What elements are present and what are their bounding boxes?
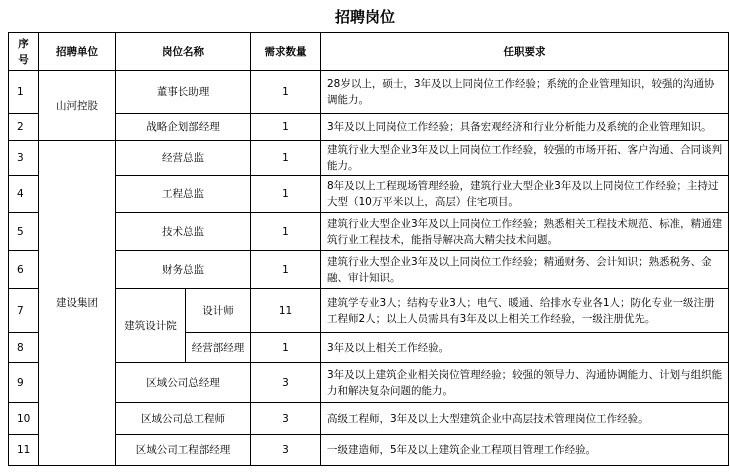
count: 1 <box>251 176 321 213</box>
count: 1 <box>251 213 321 251</box>
count: 1 <box>251 333 321 363</box>
recruitment-table <box>8 32 729 466</box>
requirements: 3年及以上建筑企业相关岗位管理经验；较强的领导力、沟通协调能力、计划与组织能力和解决复杂问题的能力。 <box>321 363 729 403</box>
position: 区域公司总经理 <box>116 363 251 403</box>
count: 3 <box>251 363 321 403</box>
table-row <box>9 251 729 289</box>
seq: 11 <box>9 435 39 466</box>
requirements: 28岁以上，硕士，3年及以上同岗位工作经验；系统的企业管理知识，较强的沟通协调能力。 <box>321 71 729 114</box>
position: 区域公司工程部经理 <box>116 435 251 466</box>
sub-unit: 建筑设计院 <box>116 289 186 363</box>
header-position: 岗位名称 <box>116 33 251 71</box>
position: 经营部经理 <box>186 333 251 363</box>
seq: 10 <box>9 403 39 435</box>
count: 1 <box>251 141 321 176</box>
table-row <box>9 176 729 213</box>
seq: 6 <box>9 251 39 289</box>
count: 3 <box>251 435 321 466</box>
table-row <box>9 289 729 333</box>
requirements: 建筑行业大型企业3年及以上同岗位工作经验，较强的市场开拓、客户沟通、合同谈判能力。 <box>321 141 729 176</box>
seq: 2 <box>9 114 39 141</box>
seq: 9 <box>9 363 39 403</box>
table-row <box>9 141 729 176</box>
table-row <box>9 213 729 251</box>
table-row <box>9 71 729 114</box>
requirements: 建筑行业大型企业3年及以上同岗位工作经验；精通财务、会计知识；熟悉税务、金融、审计知识。 <box>321 251 729 289</box>
count: 1 <box>251 251 321 289</box>
position: 工程总监 <box>116 176 251 213</box>
position: 财务总监 <box>116 251 251 289</box>
seq: 3 <box>9 141 39 176</box>
table-row <box>9 435 729 466</box>
seq: 7 <box>9 289 39 333</box>
position: 技术总监 <box>116 213 251 251</box>
requirements: 3年及以上同岗位工作经验；具备宏观经济和行业分析能力及系统的企业管理知识。 <box>321 114 729 141</box>
seq: 4 <box>9 176 39 213</box>
requirements: 3年及以上相关工作经验。 <box>321 333 729 363</box>
header-unit: 招聘单位 <box>39 33 116 71</box>
unit: 山河控股 <box>39 71 116 141</box>
header-seq: 序号 <box>9 33 39 71</box>
position: 设计师 <box>186 289 251 333</box>
position: 经营总监 <box>116 141 251 176</box>
table-header <box>9 33 729 71</box>
position: 区域公司总工程师 <box>116 403 251 435</box>
count: 11 <box>251 289 321 333</box>
seq: 8 <box>9 333 39 363</box>
count: 3 <box>251 403 321 435</box>
requirements: 一级建造师，5年及以上建筑企业工程项目管理工作经验。 <box>321 435 729 466</box>
count: 1 <box>251 114 321 141</box>
seq: 5 <box>9 213 39 251</box>
requirements: 高级工程师，3年及以上大型建筑企业中高层技术管理岗位工作经验。 <box>321 403 729 435</box>
requirements: 建筑学专业3人；结构专业3人；电气、暖通、给排水专业各1人；防化专业一级注册工程师2人；以上人员需具有3年及以上相关工作经验，一级注册优先。 <box>321 289 729 333</box>
header-requirements: 任职要求 <box>321 33 729 71</box>
position: 董事长助理 <box>116 71 251 114</box>
page-title: 招聘岗位 <box>334 8 395 26</box>
header-count: 需求数量 <box>251 33 321 71</box>
table-row <box>9 363 729 403</box>
unit: 建设集团 <box>39 141 116 466</box>
position: 战略企划部经理 <box>116 114 251 141</box>
count: 1 <box>251 71 321 114</box>
table-row <box>9 403 729 435</box>
table-row <box>9 114 729 141</box>
requirements: 8年及以上工程现场管理经验，建筑行业大型企业3年及以上同岗位工作经验；主持过大型（10万平米以上，高层）住宅项目。 <box>321 176 729 213</box>
seq: 1 <box>9 71 39 114</box>
requirements: 建筑行业大型企业3年及以上同岗位工作经验；熟悉相关工程技术规范、标准，精通建筑行业工程技术，能指导解决高大精尖技术问题。 <box>321 213 729 251</box>
